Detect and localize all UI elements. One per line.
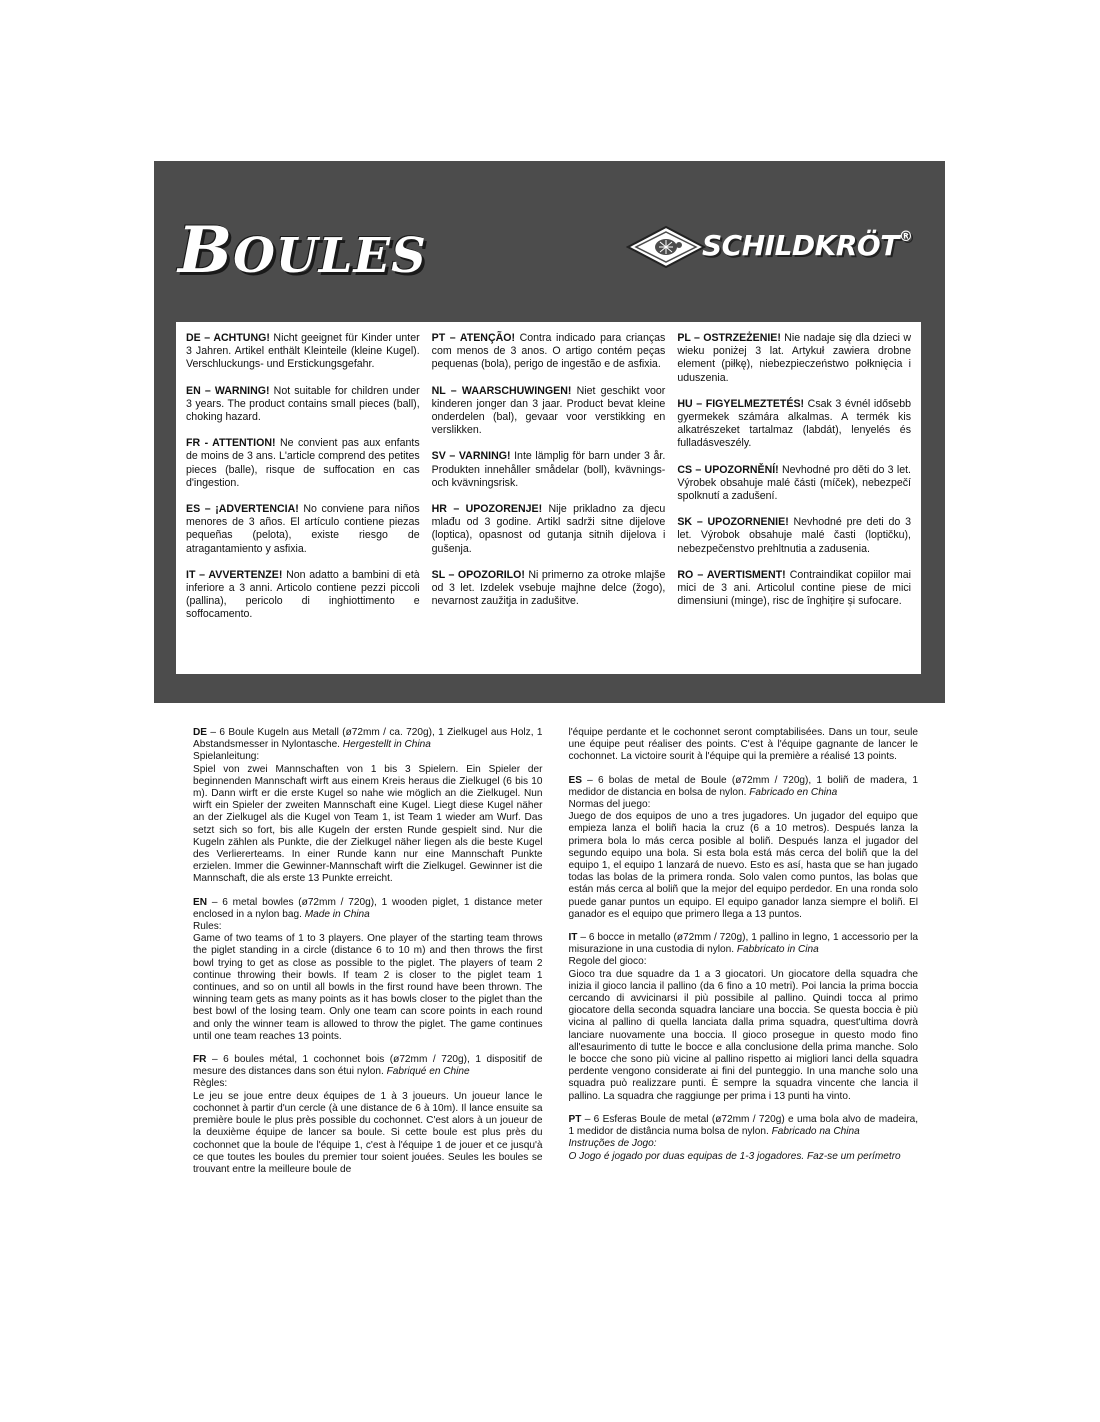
warning-ro: RO – AVERTISMENT! Contraindikat copiilor mai mici de 3 ani. Articolul contine piese de mici dimensiuni (minge), risc de înghițire și sufocare. [677, 568, 911, 608]
warning-sk: SK – UPOZORNENIE! Nevhodné pre deti do 3 let. Výrobok obsahuje malé časti (loptičku), nebezpečenstvo prehltnutia a zadusenia. [677, 516, 912, 555]
turtle-logo-icon [626, 225, 706, 269]
brand-logo [626, 223, 926, 271]
instructions-fr: FR – 6 boules métal, 1 cochonnet bois (ø72mm / 720g), 1 dispositif de mesure des distances dans son étui nylon. Fabriqué en Chine Règles: Le jeu se joue entre deux équipes de 1 à 3 joueurs. Un joueur lance le cochonnet à partir d'un cercle (à une distance de 6 à 10m). Il lance ensuite sa première boule le plus près possible du cochonnet. C'est alors à un joueur de la deuxième équipe de lancer sa boule. Si cette boule est plus près du cochonnet que la boule de l'équipe 1, c'est à l'équipe 1 de jouer et ce jusqu'à ce que toutes les boules du premier tour soient jouées. Seules les boules se trouvant entre la meilleure boule de [193, 1054, 543, 1175]
warnings-column-3 [677, 332, 911, 666]
instructions-en: EN – 6 metal bowles (ø72mm / 720g), 1 wooden piglet, 1 distance meter enclosed in a nylon bag. Made in China Rules: Game of two teams of 1 to 3 players. One player of the starting team throws the piglet standing in a circle (distance 6 to 10 m) and then throws the first bowl trying to get as close as possible to the piglet. The players of team 2 continue throwing their bowls. If team 2 is closer to the piglet team 1 continues, and so on until all bowls in the first round have been thrown. The winning team gets as many points as it has bowls closer to the piglet than the best bowl of the losing team. Only one team can score points in each round and only the winner team is allowed to throw the piglet. The game continues until one team reaches 13 points. [193, 896, 543, 1042]
safety-warnings-box [176, 322, 921, 674]
warning-en: EN – WARNING! Not suitable for children under 3 years. The product contains small pieces (ball), choking hazard. [186, 384, 420, 424]
instructions-pt: PT – 6 Esferas Boule de metal (ø72mm / 720g) e uma bola alvo de madeira, 1 medidor de distância numa bolsa de nylon. Fabricado na China Instruções de Jogo: O Jogo é jogado por duas equipas de 1-3 jogadores. Faz-se um perímetro [568, 1113, 918, 1162]
warning-es: ES – ¡ADVERTENCIA! No conviene para niños menores de 3 años. El artículo contiene piezas pequeñas (pelota), existe riesgo de atragantamiento y asfixia. [186, 503, 420, 555]
warning-hr: HR – UPOZORENJE! Nije prikladno za djecu mlađu od 3 godine. Artikl sadrži sitne dijelove (loptica), opasnost od gutanja sitnih dijelova i gušenja. [431, 503, 666, 555]
instructions-it: IT – 6 bocce in metallo (ø72mm / 720g), 1 pallino in legno, 1 accessorio per la misurazione in una custodia di nylon. Fabbricato in Cina Regole del gioco: Gioco tra due squadre da 1 a 3 giocatori. Un giocatore della squadra che inizia il gioco lancia il pallino (da 6 fino a 10 metri). Poi lancia la prima boccia cercando di avvicinarsi il più possibile al pallino. Quindi tocca al primo giocatore della seconda squadra lanciare una boccia. Se questa boccia è più vicina al pallino di quella lanciata dalla prima squadra, quest'ultima dovrà lanciare nuovamente una boccia. Il gioco prosegue in questo modo fino all'esaurimento di tutte le bocce e alla conclusione della prima manche. Solo le bocce che sono più vicine al pallino rispetto ai migliori lanci della squadra perdente vengono considerate ai fini del punteggio. In una manche solo una squadra può realizzare punti. È sempre la squadra vincente che lancia il pallino. La squadra che raggiunge per prima i 13 punti ha vinto. [568, 932, 918, 1102]
warning-fr: FR - ATTENTION! Ne convient pas aux enfants de moins de 3 ans. L'article comprend des petites pieces (balle), risque de suffocation en cas d'ingestion. [186, 437, 420, 489]
instructions-body [193, 727, 918, 1187]
instructions-fr-continued: l'équipe perdante et le cochonnet seront comptabilisées. Dans un tour, seule une équipe peut réaliser des points. C'est à l'équipe gagnante de lancer le cochonnet. La victoire sourit à l'équipe qui la première a réalisé 13 points. [568, 727, 918, 763]
instructions-es: ES – 6 bolas de metal de Boule (ø72mm / 720g), 1 boliñ de madera, 1 medidor de distancia en bolsa de nylon. Fabricado en China Normas del juego: Juego de dos equipos de uno a tres jugadores. Un jugador del equipo que empieza lanza el boliñ hacia la cruz (6 a 10 metros). Después lanza la primera bola lo más cerca posible al boliñ. Después lanza el jugador del segundo equipo una bola. Si esta bola está más cerca del boliñ que la del equipo 1, el equipo 1 lanzará de nuevo. Esto es así, hasta que se han jugado todas las bolas de la primera ronda. Solo valen como puntos, las bolas que están más cerca al boliñ que la mejor del equipo perdedor. En una ronda solo puede ganar puntos un equipo. El equipo ganador lanza siempre el boliñ. El ganador es el equipo que primero llega a 13 puntos. [568, 774, 918, 920]
warning-sv: SV – VARNING! Inte lämplig för barn under 3 år. Produkten innehåller smådelar (boll), kvävnings- och kvävningsrisk. [431, 450, 666, 489]
warning-nl: NL – WAARSCHUWINGEN! Niet geschikt voor kinderen jonger dan 3 jaar. Product bevat kleine onderdelen (bal), gevaar voor verstikking en verslikken. [431, 384, 666, 437]
warning-sl: SL – OPOZORILO! Ni primerno za otroke mlajše od 3 let. Izdelek vsebuje majhne delce (žogo), nevarnost zaužitja in zadušitve. [431, 568, 666, 608]
warning-pt: PT – ATENÇÃO! Contra indicado para crianças com menos de 3 anos. O artigo contém peças pequenas (bola), perigo de ingestão e de asfixia. [431, 332, 666, 371]
header-band [154, 161, 945, 703]
brand-name: SCHILDKRÖT® [702, 229, 913, 262]
warning-pl: PL – OSTRZEŻENIE! Nie nadaje się dla dzieci w wieku poniżej 3 lat. Artykuł zawiera drobne element (piłkę), niebezpieczeństwo połknięcia i uduszenia. [677, 332, 911, 384]
registered-mark: ® [898, 229, 913, 245]
instructions-column-left [193, 727, 543, 1187]
warnings-column-2 [432, 332, 666, 666]
warning-hu: HU – FIGYELMEZTETÉS! Csak 3 évnél idősebb gyermekek számára alkalmas. A termék kis alkatrészeket tartalmaz (labdát), lenyelés és fulladásveszély. [677, 397, 911, 450]
warning-de: DE – ACHTUNG! Nicht geeignet für Kinder unter 3 Jahren. Artikel enthält Kleinteile (kleine Kugel). Verschluckungs- und Erstickungsgefahr. [186, 332, 420, 371]
instructions-de: DE – 6 Boule Kugeln aus Metall (ø72mm / ca. 720g), 1 Zielkugel aus Holz, 1 Abstandsmesser in Nylontasche. Hergestellt in China Spielanleitung: Spiel von zwei Mannschaften von 1 bis 3 Spielern. Ein Spieler der beginnenden Mannschaft wirft aus einem Kreis heraus die Zielkugel (6 bis 10 m). Dann wirft er die erste Kugel so nahe wie möglich an die Zielkugel. Nun wirft ein Spieler der zweiten Mannschaft eine Kugel. Liegt diese Kugel näher an der Zielkugel als die Kugel von Team 1, ist Team 1 wieder am Wurf. Das setzt sich so fort, bis alle Kugeln der ersten Runde gespielt sind. Nur die Kugeln zählen als Punkte, die der Zielkugel näher liegen als die beste Kugel des Verliererteams. In einer Runde kann nur eine Mannschaft Punkte erzielen. Immer die Gewinner-Mannschaft wirft die Zielkugel. Gewinner ist die Mannschaft, die als erste 13 Punkte erreicht. [193, 727, 543, 885]
warning-it: IT – AVVERTENZE! Non adatto a bambini di età inferiore a 3 anni. Articolo contiene pezzi piccoli (pallina), pericolo di inghiottimento e soffocamento. [186, 568, 420, 621]
page-title: BOULES [178, 213, 427, 288]
instructions-column-right [569, 727, 919, 1187]
warnings-column-1 [186, 332, 420, 666]
warning-cs: CS – UPOZORNĚNÍ! Nevhodné pro děti do 3 let. Výrobek obsahuje malé části (míček), nebezpečí spolknutí a zadušení. [677, 463, 912, 503]
